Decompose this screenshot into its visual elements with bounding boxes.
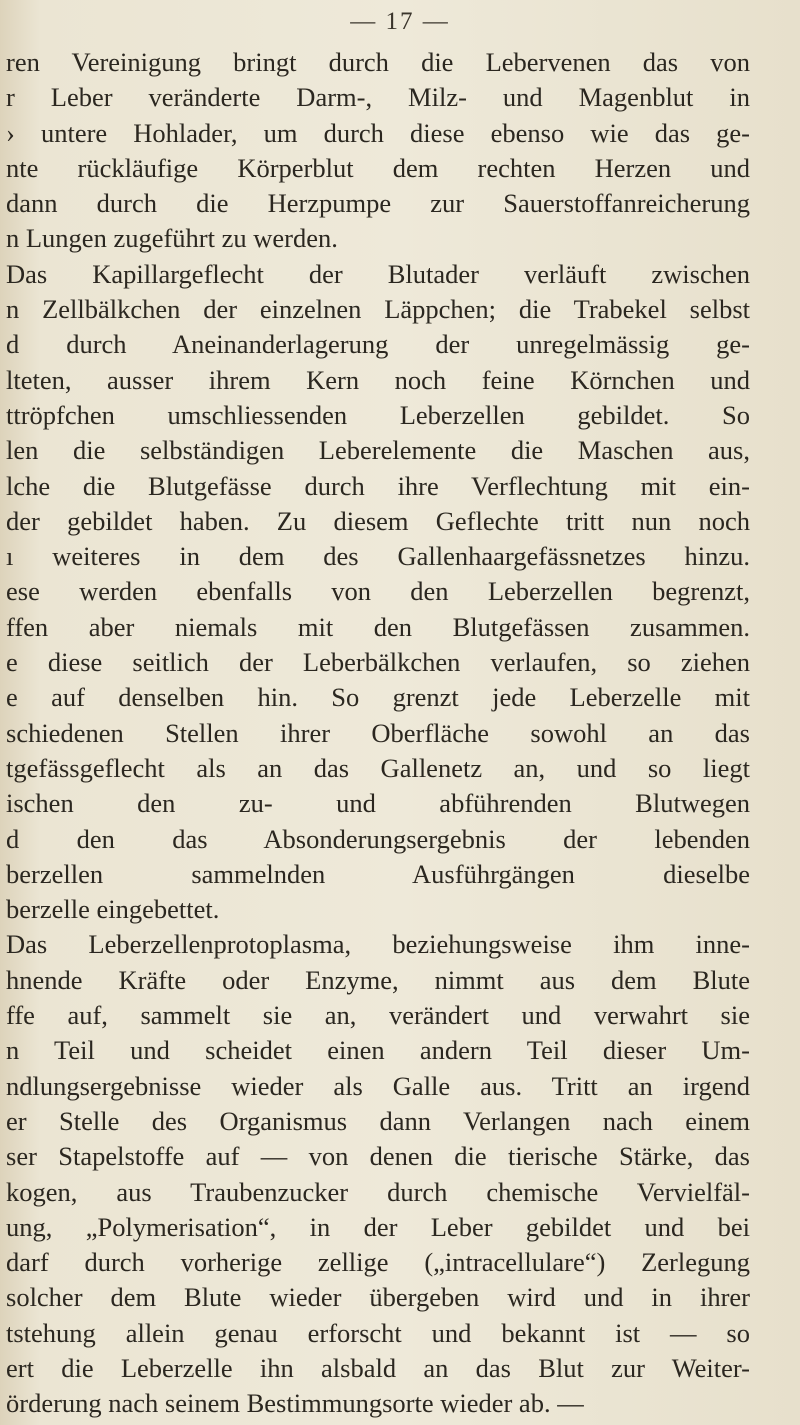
text-line: dann durch die Herzpumpe zur Sauerstoffanreicherung: [6, 188, 750, 219]
text-line: ttröpfchen umschliessenden Leberzellen gebildet. So: [6, 399, 750, 430]
text-line: berzellen sammelnden Ausführgängen dieselbe: [6, 858, 750, 889]
text-line: e auf denselben hin. So grenzt jede Leberzelle mit: [6, 682, 750, 713]
text-line: r Leber veränderte Darm-, Milz- und Magenblut in: [6, 82, 750, 113]
text-line: darf durch vorherige zellige („intracellulare“) Zerlegung: [6, 1247, 750, 1278]
text-line: tstehung allein genau erforscht und bekannt ist — so: [6, 1317, 750, 1348]
text-line: örderung nach seinem Bestimmungsorte wieder ab. —: [6, 1388, 584, 1419]
page-number: — 17 —: [350, 8, 450, 35]
text-line: d den das Absonderungsergebnis der lebenden: [6, 823, 750, 854]
text-line: tgefässgeflecht als an das Gallenetz an, und so liegt: [6, 752, 750, 783]
text-line: ischen den zu- und abführenden Blutwegen: [6, 788, 750, 819]
text-line: lche die Blutgefässe durch ihre Verflechtung mit ein-: [6, 470, 750, 501]
text-line: ndlungsergebnisse wieder als Galle aus. Tritt an irgend: [6, 1070, 750, 1101]
text-line: n Lungen zugeführt zu werden.: [6, 223, 338, 254]
text-line: ı weiteres in dem des Gallenhaargefässnetzes hinzu.: [6, 541, 750, 572]
text-line: er Stelle des Organismus dann Verlangen nach einem: [6, 1105, 750, 1136]
text-line: ren Vereinigung bringt durch die Lebervenen das von: [6, 47, 750, 77]
text-line: solcher dem Blute wieder übergeben wird und in ihrer: [6, 1282, 750, 1313]
text-line: der gebildet haben. Zu diesem Geflechte tritt nun noch: [6, 505, 750, 536]
text-line: ese werden ebenfalls von den Leberzellen begrenzt,: [6, 576, 750, 607]
text-line: Das Leberzellenprotoplasma, beziehungsweise ihm inne-: [6, 929, 750, 960]
text-line: hnende Kräfte oder Enzyme, nimmt aus dem Blute: [6, 964, 750, 995]
text-line: d durch Aneinanderlagerung der unregelmässig ge-: [6, 329, 750, 360]
text-line: berzelle eingebettet.: [6, 894, 220, 925]
text-line: len die selbständigen Leberelemente die Maschen aus,: [6, 435, 750, 466]
body-text: [0, 45, 800, 1422]
text-line: nte rückläufige Körperblut dem rechten Herzen und: [6, 152, 750, 183]
text-line: e diese seitlich der Leberbälkchen verlaufen, so ziehen: [6, 647, 750, 678]
text-line: ffe auf, sammelt sie an, verändert und verwahrt sie: [6, 1000, 750, 1031]
text-line: ser Stapelstoffe auf — von denen die tierische Stärke, das: [6, 1141, 750, 1172]
text-line: ert die Leberzelle ihn alsbald an das Blut zur Weiter-: [6, 1352, 750, 1383]
text-line: n Teil und scheidet einen andern Teil dieser Um-: [6, 1035, 750, 1066]
text-line: lteten, ausser ihrem Kern noch feine Körnchen und: [6, 364, 750, 395]
text-line: › untere Hohlader, um durch diese ebenso wie das ge-: [6, 117, 750, 148]
text-line: Das Kapillargeflecht der Blutader verläuft zwischen: [6, 258, 750, 289]
text-line: ffen aber niemals mit den Blutgefässen zusammen.: [6, 611, 750, 642]
text-line: ung, „Polymerisation“, in der Leber gebildet und bei: [6, 1211, 750, 1242]
text-line: n Zellbälkchen der einzelnen Läppchen; die Trabekel selbst: [6, 294, 750, 325]
text-line: schiedenen Stellen ihrer Oberfläche sowohl an das: [6, 717, 750, 748]
text-line: kogen, aus Traubenzucker durch chemische Vervielfäl-: [6, 1176, 750, 1207]
